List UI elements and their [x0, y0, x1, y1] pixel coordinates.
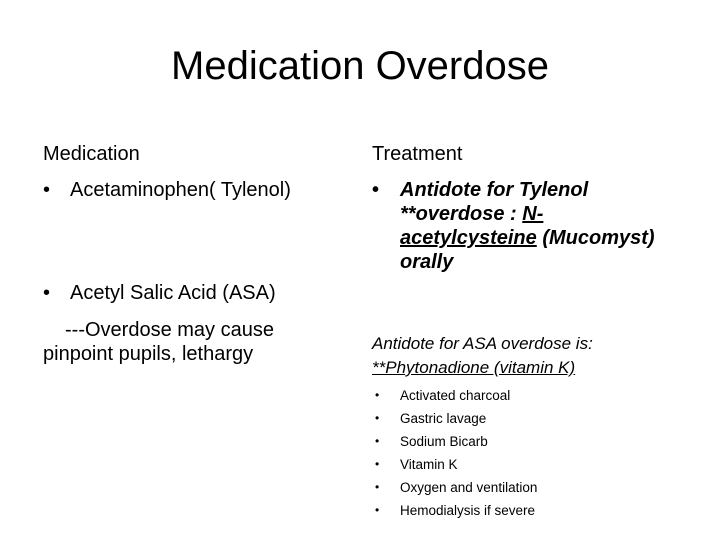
- treatment-header: Treatment: [372, 143, 463, 165]
- asa-antidote: [372, 332, 702, 380]
- list-item: [372, 407, 702, 430]
- medication-item-label: Acetaminophen( Tylenol): [70, 179, 291, 201]
- list-item: [372, 499, 702, 522]
- asa-note-line: pinpoint pupils, lethargy: [43, 343, 254, 365]
- medication-item-acetaminophen: [43, 178, 343, 202]
- tylenol-overdose-text: **overdose :: [400, 203, 523, 225]
- list-item-label: Gastric lavage: [400, 411, 487, 426]
- bullet-icon: •: [43, 282, 51, 304]
- asa-treatment-steps: [372, 384, 702, 522]
- list-item-label: Sodium Bicarb: [400, 434, 488, 449]
- tylenol-antidote-line: Antidote for Tylenol: [400, 179, 589, 201]
- list-item: [372, 476, 702, 499]
- bullet-icon: •: [375, 480, 380, 494]
- list-item-label: Hemodialysis if severe: [400, 503, 536, 518]
- list-item-label: Oxygen and ventilation: [400, 480, 538, 495]
- asa-note-line: ---Overdose may cause: [65, 319, 274, 341]
- asa-antidote-name: **Phytonadione (vitamin K): [372, 358, 576, 377]
- slide-title: Medication Overdose: [171, 44, 549, 88]
- antidote-name-part: acetylcysteine: [400, 227, 537, 249]
- bullet-icon: •: [375, 457, 380, 471]
- antidote-brand: (Mucomyst): [536, 227, 655, 249]
- tylenol-antidote-line: [400, 226, 710, 250]
- list-item: [372, 384, 702, 407]
- bullet-icon: •: [375, 388, 380, 402]
- list-item-label: Vitamin K: [400, 457, 458, 472]
- medication-item-label: Acetyl Salic Acid (ASA): [70, 282, 276, 304]
- asa-antidote-line: Antidote for ASA overdose is:: [372, 334, 593, 353]
- bullet-icon: •: [372, 179, 380, 201]
- tylenol-antidote-text: [400, 178, 710, 274]
- tylenol-antidote-line: [400, 202, 710, 226]
- list-item: [372, 453, 702, 476]
- bullet-icon: •: [375, 434, 380, 448]
- tylenol-antidote-line: orally: [400, 251, 454, 273]
- medication-item-asa: [43, 281, 343, 305]
- list-item-label: Activated charcoal: [400, 388, 511, 403]
- list-item: [372, 430, 702, 453]
- antidote-name-part: N-: [522, 203, 544, 225]
- bullet-icon: •: [375, 503, 380, 517]
- asa-overdose-note: [43, 318, 343, 366]
- medication-header: Medication: [43, 143, 140, 165]
- bullet-icon: •: [375, 411, 380, 425]
- bullet-icon: •: [43, 179, 51, 201]
